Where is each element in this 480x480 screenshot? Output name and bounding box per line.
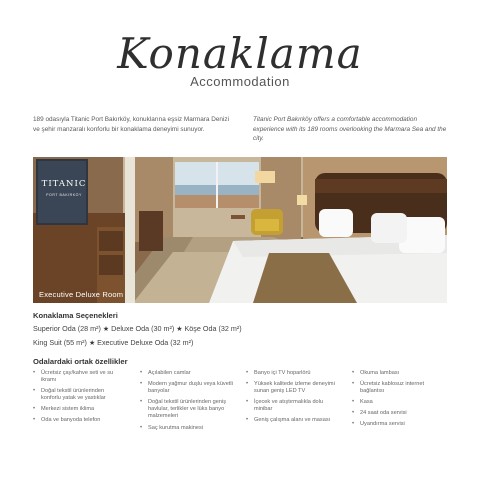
intro-turkish: 189 odasıyla Titanic Port Bakırköy, konuklarına eşsiz Marmara Denizi ve şehir manzaralı konforlu bir konaklama deneyimi sunuyor. [33, 116, 229, 133]
features-column-1 [33, 370, 125, 429]
feature-item: • Merkezi sistem iklima [33, 406, 125, 413]
room-option: Deluxe Oda (30 m²) [111, 324, 175, 333]
room-option: Executive Deluxe Oda (32 m²) [97, 338, 194, 347]
room-photo [33, 157, 447, 303]
features-column-2 [140, 370, 234, 436]
tv-logo-title: TITANIC [41, 179, 87, 189]
star-icon: ★ [88, 340, 98, 347]
feature-item: • Doğal tekstil ürünlerinden konforlu yatak ve yastıklar [33, 388, 125, 402]
photo-caption: Executive Deluxe Room [39, 290, 124, 299]
room-illustration [33, 157, 447, 303]
tv-logo-subtitle: PORT BAKIRKÖY [46, 193, 82, 197]
feature-item: • Modern yağmur duşlu veya küvetli banyolar [140, 381, 234, 395]
star-icon: ★ [102, 326, 112, 333]
room-options-line-1 [33, 324, 242, 333]
feature-item: • Açılabilen camlar [140, 370, 234, 377]
feature-item: • Geniş çalışma alanı ve masası [246, 417, 338, 424]
room-options-heading: Konaklama Seçenekleri [33, 311, 118, 320]
room-option: Superior Oda (28 m²) [33, 324, 101, 333]
intro-english: Titanic Port Bakırköy offers a comfortable accommodation experience with its 189 rooms overlooking the Marmara Sea and the city. [253, 116, 447, 143]
feature-item: • Ücretsiz çay/kahve seti ve su ikramı [33, 370, 125, 384]
feature-item: • Doğal tekstil ürünlerinden geniş havlular, terlikler ve lüks banyo malzemeleri [140, 399, 234, 420]
feature-item: • Ücretsiz kablosuz internet bağlantısı [352, 381, 447, 395]
features-column-4 [352, 370, 447, 433]
feature-item: • Saç kurutma makinesi [140, 425, 234, 432]
features-column-3 [246, 370, 338, 429]
feature-item: • Uyandırma servisi [352, 421, 447, 428]
room-options-line-2 [33, 338, 193, 347]
feature-item: • Kasa [352, 399, 447, 406]
features-heading: Odalardaki ortak özellikler [33, 357, 128, 366]
feature-item: • Yüksek kalitede izleme deneyimi sunan geniş LED TV [246, 381, 338, 395]
feature-item: • Oda ve banyoda telefon [33, 417, 125, 424]
room-option: King Suit (55 m²) [33, 338, 87, 347]
star-icon: ★ [176, 326, 185, 333]
feature-item: • İçecek ve atıştırmalıkla dolu minibar [246, 399, 338, 413]
feature-item: • Okuma lambası [352, 370, 447, 377]
features-list [33, 370, 447, 450]
feature-item: • 24 saat oda servisi [352, 410, 447, 417]
feature-item: • Banyo içi TV hoparlörü [246, 370, 338, 377]
page-subtitle: Accommodation [190, 74, 290, 89]
page-title: Konaklama [117, 29, 363, 78]
room-option: Köşe Oda (32 m²) [184, 324, 242, 333]
